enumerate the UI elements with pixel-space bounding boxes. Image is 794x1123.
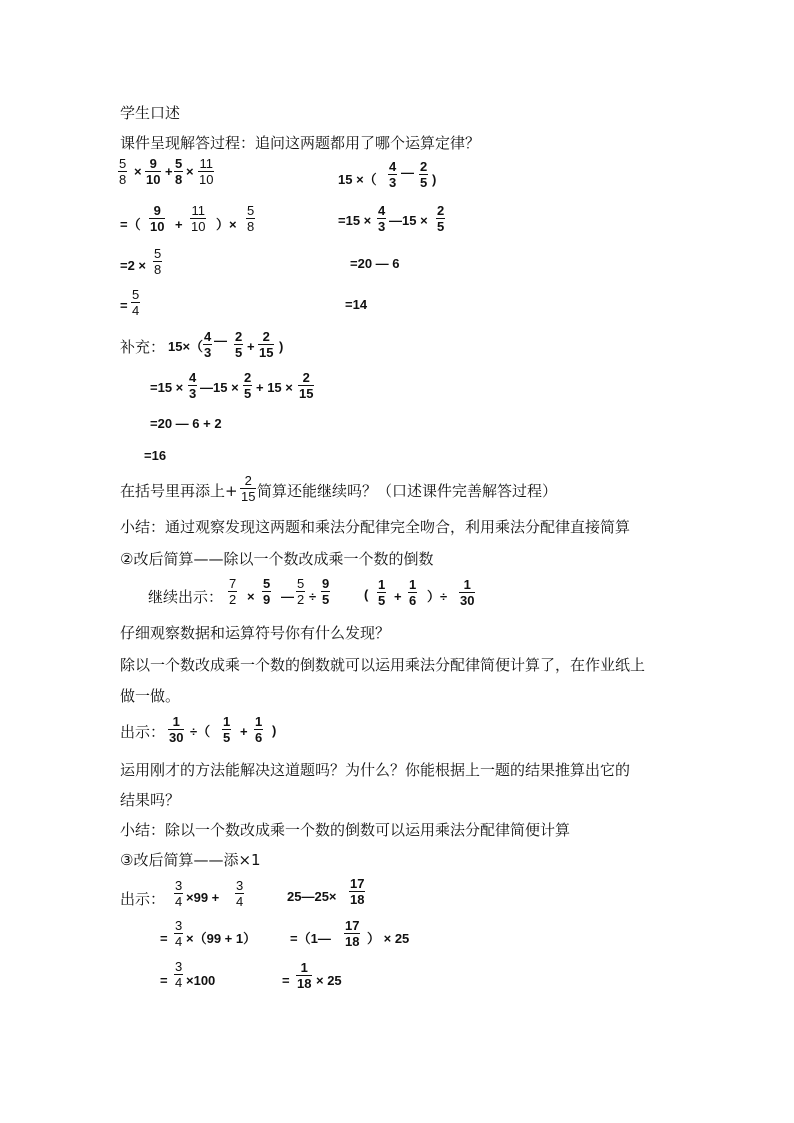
expr-g-pre: = <box>120 298 128 313</box>
op: — <box>214 333 227 348</box>
line-para-1b: 做一做。 <box>120 687 181 705</box>
op: + <box>165 164 173 179</box>
frac-a2: 9 10 <box>146 156 161 187</box>
frac-g1: 5 4 <box>132 287 140 318</box>
line-add-bracket: 在括号里再添上+ <box>120 482 238 500</box>
op: × <box>247 589 255 604</box>
frac-d2: 2 5 <box>437 203 445 234</box>
expr-o-pre: = <box>282 973 290 988</box>
line-summary-2: 小结：除以一个数改成乘一个数的倒数可以运用乘法分配律简便计算 <box>120 821 571 839</box>
expr-y-pre: =（1— <box>290 931 331 946</box>
op: ×99 + <box>186 890 220 905</box>
op: + <box>394 589 402 604</box>
frac-d1: 4 3 <box>378 203 386 234</box>
section-3-heading: ③改后简算——添×1 <box>120 851 261 869</box>
frac-a4: 11 10 <box>199 156 214 187</box>
op: + <box>240 724 248 739</box>
line-observe: 仔细观察数据和运算符号你有什么发现？ <box>120 624 391 642</box>
frac-y1: 17 18 <box>345 918 360 949</box>
expr-h: =14 <box>345 297 368 312</box>
op: ）÷ <box>427 589 448 604</box>
frac-q1: 17 18 <box>350 876 365 907</box>
op: ×（99 + 1） <box>186 931 257 946</box>
expr-f: =20 — 6 <box>350 256 400 271</box>
expr-v: =16 <box>144 448 167 463</box>
op: × <box>134 164 142 179</box>
frac-t3: 2 15 <box>299 370 314 401</box>
expr-e-pre: =2 × <box>120 258 147 273</box>
frac-c1: 9 10 <box>150 203 165 234</box>
frac-j3: 5 2 <box>297 576 305 607</box>
expr-c-pre: =（ <box>120 217 141 232</box>
frac-b2: 2 5 <box>420 159 428 190</box>
op: ） × 25 <box>367 931 410 946</box>
op: + <box>247 339 255 354</box>
line-supplement: 补充： <box>120 338 166 356</box>
frac-p2: 3 4 <box>236 878 244 909</box>
op: × <box>186 164 194 179</box>
line-show-1: 出示： <box>120 723 166 741</box>
expr-d-pre: =15 × <box>338 213 372 228</box>
frac-e1: 5 8 <box>154 246 162 277</box>
line-courseware-question: 课件呈现解答过程：追问这两题都用了哪个运算定律？ <box>120 134 481 152</box>
line-question-1: 运用刚才的方法能解决这道题吗？为什么？你能根据上一题的结果推算出它的 <box>120 761 631 779</box>
op: ×100 <box>186 973 216 988</box>
op: —15 × <box>389 213 428 228</box>
expr-r-pre: = <box>160 931 168 946</box>
line-add-bracket-cont: 简算还能继续吗？（口述课件完善解答过程） <box>257 482 558 500</box>
frac-c2: 11 10 <box>191 203 206 234</box>
op: —15 × <box>200 380 239 395</box>
op: + 15 × <box>256 380 293 395</box>
op: ) <box>279 339 284 354</box>
frac-z1: 3 4 <box>175 959 183 990</box>
frac-j2: 5 9 <box>263 576 271 607</box>
frac-a3: 5 8 <box>175 156 183 187</box>
frac-s2: 2 5 <box>235 329 243 360</box>
op: ）× <box>216 217 237 232</box>
expr-t-pre: =15 × <box>150 380 184 395</box>
line-student-oral: 学生口述 <box>120 104 181 122</box>
frac-w2: 1 6 <box>409 577 417 608</box>
frac-w1: 1 5 <box>378 577 386 608</box>
frac-r1: 3 4 <box>175 918 183 949</box>
line-para-1a: 除以一个数改成乘一个数的倒数就可以运用乘法分配律简便计算了，在作业纸上 <box>120 656 646 674</box>
op: + <box>175 217 183 232</box>
op: ) <box>432 172 437 187</box>
op: — <box>401 165 414 180</box>
op: ( <box>364 587 369 602</box>
op: ) <box>272 723 277 738</box>
op: — <box>281 589 294 604</box>
frac-s3: 2 15 <box>259 329 274 360</box>
line-question-2: 结果吗？ <box>120 791 181 809</box>
line-show-2: 出示： <box>120 890 166 908</box>
frac-o1: 1 18 <box>297 960 312 991</box>
frac-b1: 4 3 <box>389 159 397 190</box>
frac-s1: 4 3 <box>204 329 212 360</box>
frac-j1: 7 2 <box>229 576 237 607</box>
frac-p1: 3 4 <box>175 878 183 909</box>
section-2-heading: ②改后简算——除以一个数改成乘一个数的倒数 <box>120 550 434 568</box>
frac-t1: 4 3 <box>189 370 197 401</box>
frac-j4: 9 5 <box>322 576 330 607</box>
frac-x1: 1 30 <box>169 714 184 745</box>
expr-s-pre: 15×（ <box>168 339 204 354</box>
expr-q-pre: 25—25× <box>287 889 337 904</box>
line-continue-show: 继续出示： <box>148 588 224 606</box>
frac-c3: 5 8 <box>247 203 255 234</box>
frac-k1: 2 15 <box>241 473 256 504</box>
frac-a1: 5 8 <box>119 156 127 187</box>
frac-t2: 2 5 <box>244 370 252 401</box>
expr-u: =20 — 6 + 2 <box>150 416 222 431</box>
expr-b-pre: 15 ×（ <box>338 172 377 187</box>
line-summary-1: 小结：通过观察发现这两题和乘法分配律完全吻合，利用乘法分配律直接简算 <box>120 518 631 536</box>
frac-x2: 1 5 <box>223 714 231 745</box>
op: × 25 <box>316 973 342 988</box>
expr-z-pre: = <box>160 973 168 988</box>
frac-w3: 1 30 <box>460 577 475 608</box>
frac-x3: 1 6 <box>255 714 263 745</box>
op: ÷（ <box>190 724 211 739</box>
op: ÷ <box>309 589 317 604</box>
